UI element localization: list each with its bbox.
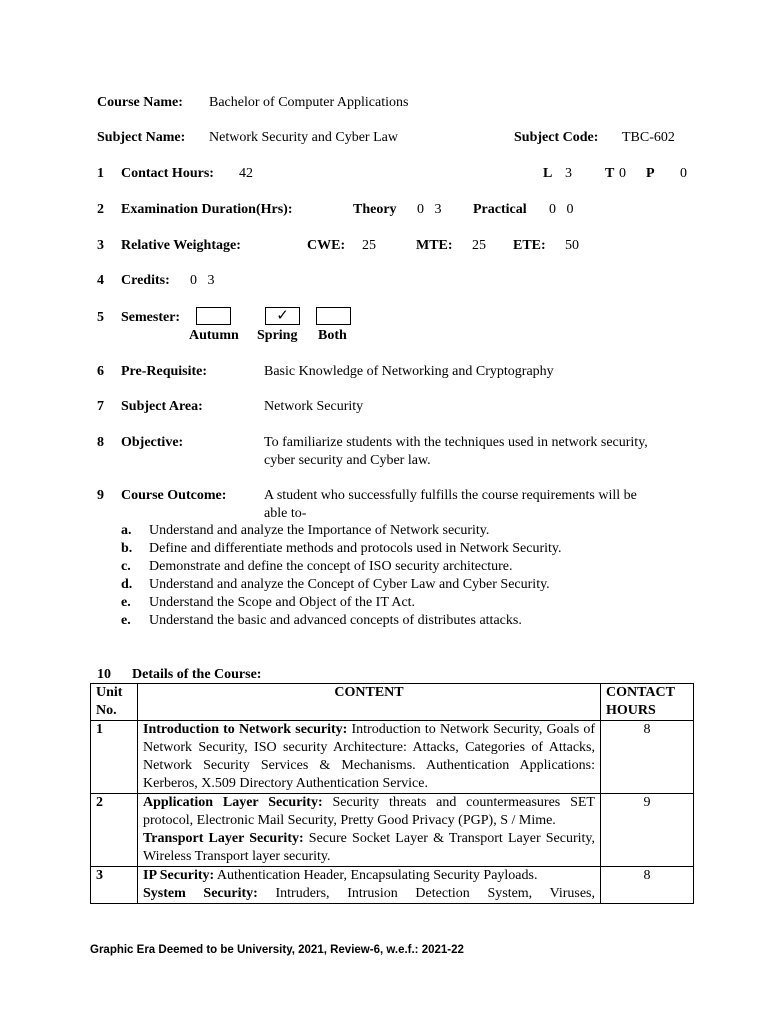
- content-cell: [138, 867, 601, 904]
- practical-label: Practical: [473, 202, 527, 217]
- list-text: Understand the Scope and Object of the IT Act.: [149, 595, 416, 610]
- content-cell: [138, 721, 601, 794]
- topic-heading: Application Layer Security:: [143, 795, 323, 810]
- course-name-value: Bachelor of Computer Applications: [209, 95, 409, 110]
- course-details-table: [90, 683, 694, 904]
- practical-value: 0 0: [549, 202, 574, 217]
- item-number: 3: [97, 238, 104, 253]
- table-header-row: [91, 684, 694, 721]
- semester-label: Semester:: [121, 310, 181, 325]
- check-icon: ✓: [276, 306, 289, 324]
- credits-label: Credits:: [121, 273, 170, 288]
- subject-name-label: Subject Name:: [97, 130, 186, 145]
- header-text: HOURS: [606, 703, 656, 718]
- list-text: Demonstrate and define the concept of ISO security architecture.: [149, 559, 513, 574]
- item-number: 8: [97, 435, 104, 450]
- item-number: 2: [97, 202, 104, 217]
- item-number: 7: [97, 399, 104, 414]
- subject-code-label: Subject Code:: [514, 130, 599, 145]
- objective-label: Objective:: [121, 435, 184, 450]
- topic-text: Secure Socket Layer & Transport Layer Security, Wireless Transport layer security.: [143, 831, 595, 864]
- course-outcome-label: Course Outcome:: [121, 488, 227, 503]
- unit-number-cell: 2: [91, 794, 138, 867]
- contact-hours-cell: 8: [601, 721, 694, 794]
- course-outcome-intro-line: A student who successfully fulfills the course requirements will be: [264, 488, 637, 503]
- table-row: [91, 794, 694, 867]
- tutorial-label: T: [605, 166, 615, 181]
- list-letter: e.: [121, 613, 131, 628]
- topic-heading: IP Security:: [143, 868, 215, 883]
- topic-text: Authentication Header, Encapsulating Security Payloads.: [214, 868, 538, 883]
- objective-text-line: To familiarize students with the techniques used in network security,: [264, 435, 648, 450]
- semester-option-spring: Spring: [257, 328, 298, 343]
- topic-heading: Introduction to Network security:: [143, 722, 348, 737]
- list-letter: c.: [121, 559, 131, 574]
- unit-number-cell: 3: [91, 867, 138, 904]
- lecture-label: L: [543, 166, 553, 181]
- subject-area-label: Subject Area:: [121, 399, 203, 414]
- item-number: 5: [97, 310, 104, 325]
- list-text: Understand and analyze the Importance of Network security.: [149, 523, 490, 538]
- course-name-label: Course Name:: [97, 95, 183, 110]
- subject-area-value: Network Security: [264, 399, 364, 414]
- item-number: 1: [97, 166, 104, 181]
- prerequisite-value: Basic Knowledge of Networking and Cryptography: [264, 364, 554, 379]
- unit-number-cell: 1: [91, 721, 138, 794]
- page-footer: Graphic Era Deemed to be University, 2021, Review-6, w.e.f.: 2021-22: [90, 944, 464, 956]
- mte-label: MTE:: [416, 238, 453, 253]
- contact-hours-cell: 8: [601, 867, 694, 904]
- semester-spring-checkbox: [265, 307, 300, 325]
- topic-text: Introduction to Network Security, Goals of Network Security, ISO security Architecture: Attacks, Categories of Attacks, Network Security Services & Mechanisms. Authentication Applications: Kerberos, X.509 Directory Authentication Service.: [143, 722, 595, 791]
- contact-hours-label: Contact Hours:: [121, 166, 214, 181]
- list-letter: a.: [121, 523, 132, 538]
- semester-both-checkbox: [316, 307, 351, 325]
- cwe-value: 25: [362, 238, 376, 253]
- item-number: 6: [97, 364, 104, 379]
- content-column-header: CONTENT: [138, 684, 601, 721]
- course-outcome-intro-line: able to-: [264, 506, 307, 521]
- content-cell: [138, 794, 601, 867]
- list-letter: e.: [121, 595, 131, 610]
- theory-value: 0 3: [417, 202, 442, 217]
- table-row: [91, 721, 694, 794]
- list-text: Define and differentiate methods and protocols used in Network Security.: [149, 541, 562, 556]
- unit-column-header: [91, 684, 138, 721]
- course-details-label: Details of the Course:: [132, 667, 262, 682]
- item-number: 9: [97, 488, 104, 503]
- topic-text: Intruders, Intrusion Detection System, Viruses,: [257, 886, 596, 901]
- list-letter: b.: [121, 541, 133, 556]
- list-text: Understand and analyze the Concept of Cyber Law and Cyber Security.: [149, 577, 550, 592]
- mte-value: 25: [472, 238, 486, 253]
- tutorial-value: 0: [619, 166, 626, 181]
- header-text: CONTACT: [606, 685, 675, 700]
- semester-option-autumn: Autumn: [189, 328, 239, 343]
- lecture-value: 3: [565, 166, 572, 181]
- practical-hours-label: P: [646, 166, 655, 181]
- header-text: No.: [96, 703, 117, 718]
- list-text: Understand the basic and advanced concepts of distributes attacks.: [149, 613, 522, 628]
- topic-heading: System Security:: [143, 886, 258, 901]
- item-number: 10: [97, 667, 111, 682]
- topic-text: Security threats and countermeasures SET protocol, Electronic Mail Security, Pretty Good Privacy (PGP), S / Mime.: [143, 795, 595, 828]
- prerequisite-label: Pre-Requisite:: [121, 364, 208, 379]
- semester-autumn-checkbox: [196, 307, 231, 325]
- relative-weightage-label: Relative Weightage:: [121, 238, 241, 253]
- ete-label: ETE:: [513, 238, 546, 253]
- topic-heading: Transport Layer Security:: [143, 831, 304, 846]
- contact-hours-value: 42: [239, 166, 253, 181]
- semester-option-both: Both: [318, 328, 347, 343]
- header-text: Unit: [96, 685, 123, 700]
- credits-value: 0 3: [190, 273, 215, 288]
- practical-hours-value: 0: [680, 166, 687, 181]
- exam-duration-label: Examination Duration(Hrs):: [121, 202, 293, 217]
- cwe-label: CWE:: [307, 238, 346, 253]
- theory-label: Theory: [353, 202, 397, 217]
- subject-name-value: Network Security and Cyber Law: [209, 130, 398, 145]
- objective-text-line: cyber security and Cyber law.: [264, 453, 431, 468]
- table-row: [91, 867, 694, 904]
- list-letter: d.: [121, 577, 133, 592]
- subject-code-value: TBC-602: [622, 130, 675, 145]
- contact-hours-cell: 9: [601, 794, 694, 867]
- item-number: 4: [97, 273, 104, 288]
- ete-value: 50: [565, 238, 579, 253]
- hours-column-header: [601, 684, 694, 721]
